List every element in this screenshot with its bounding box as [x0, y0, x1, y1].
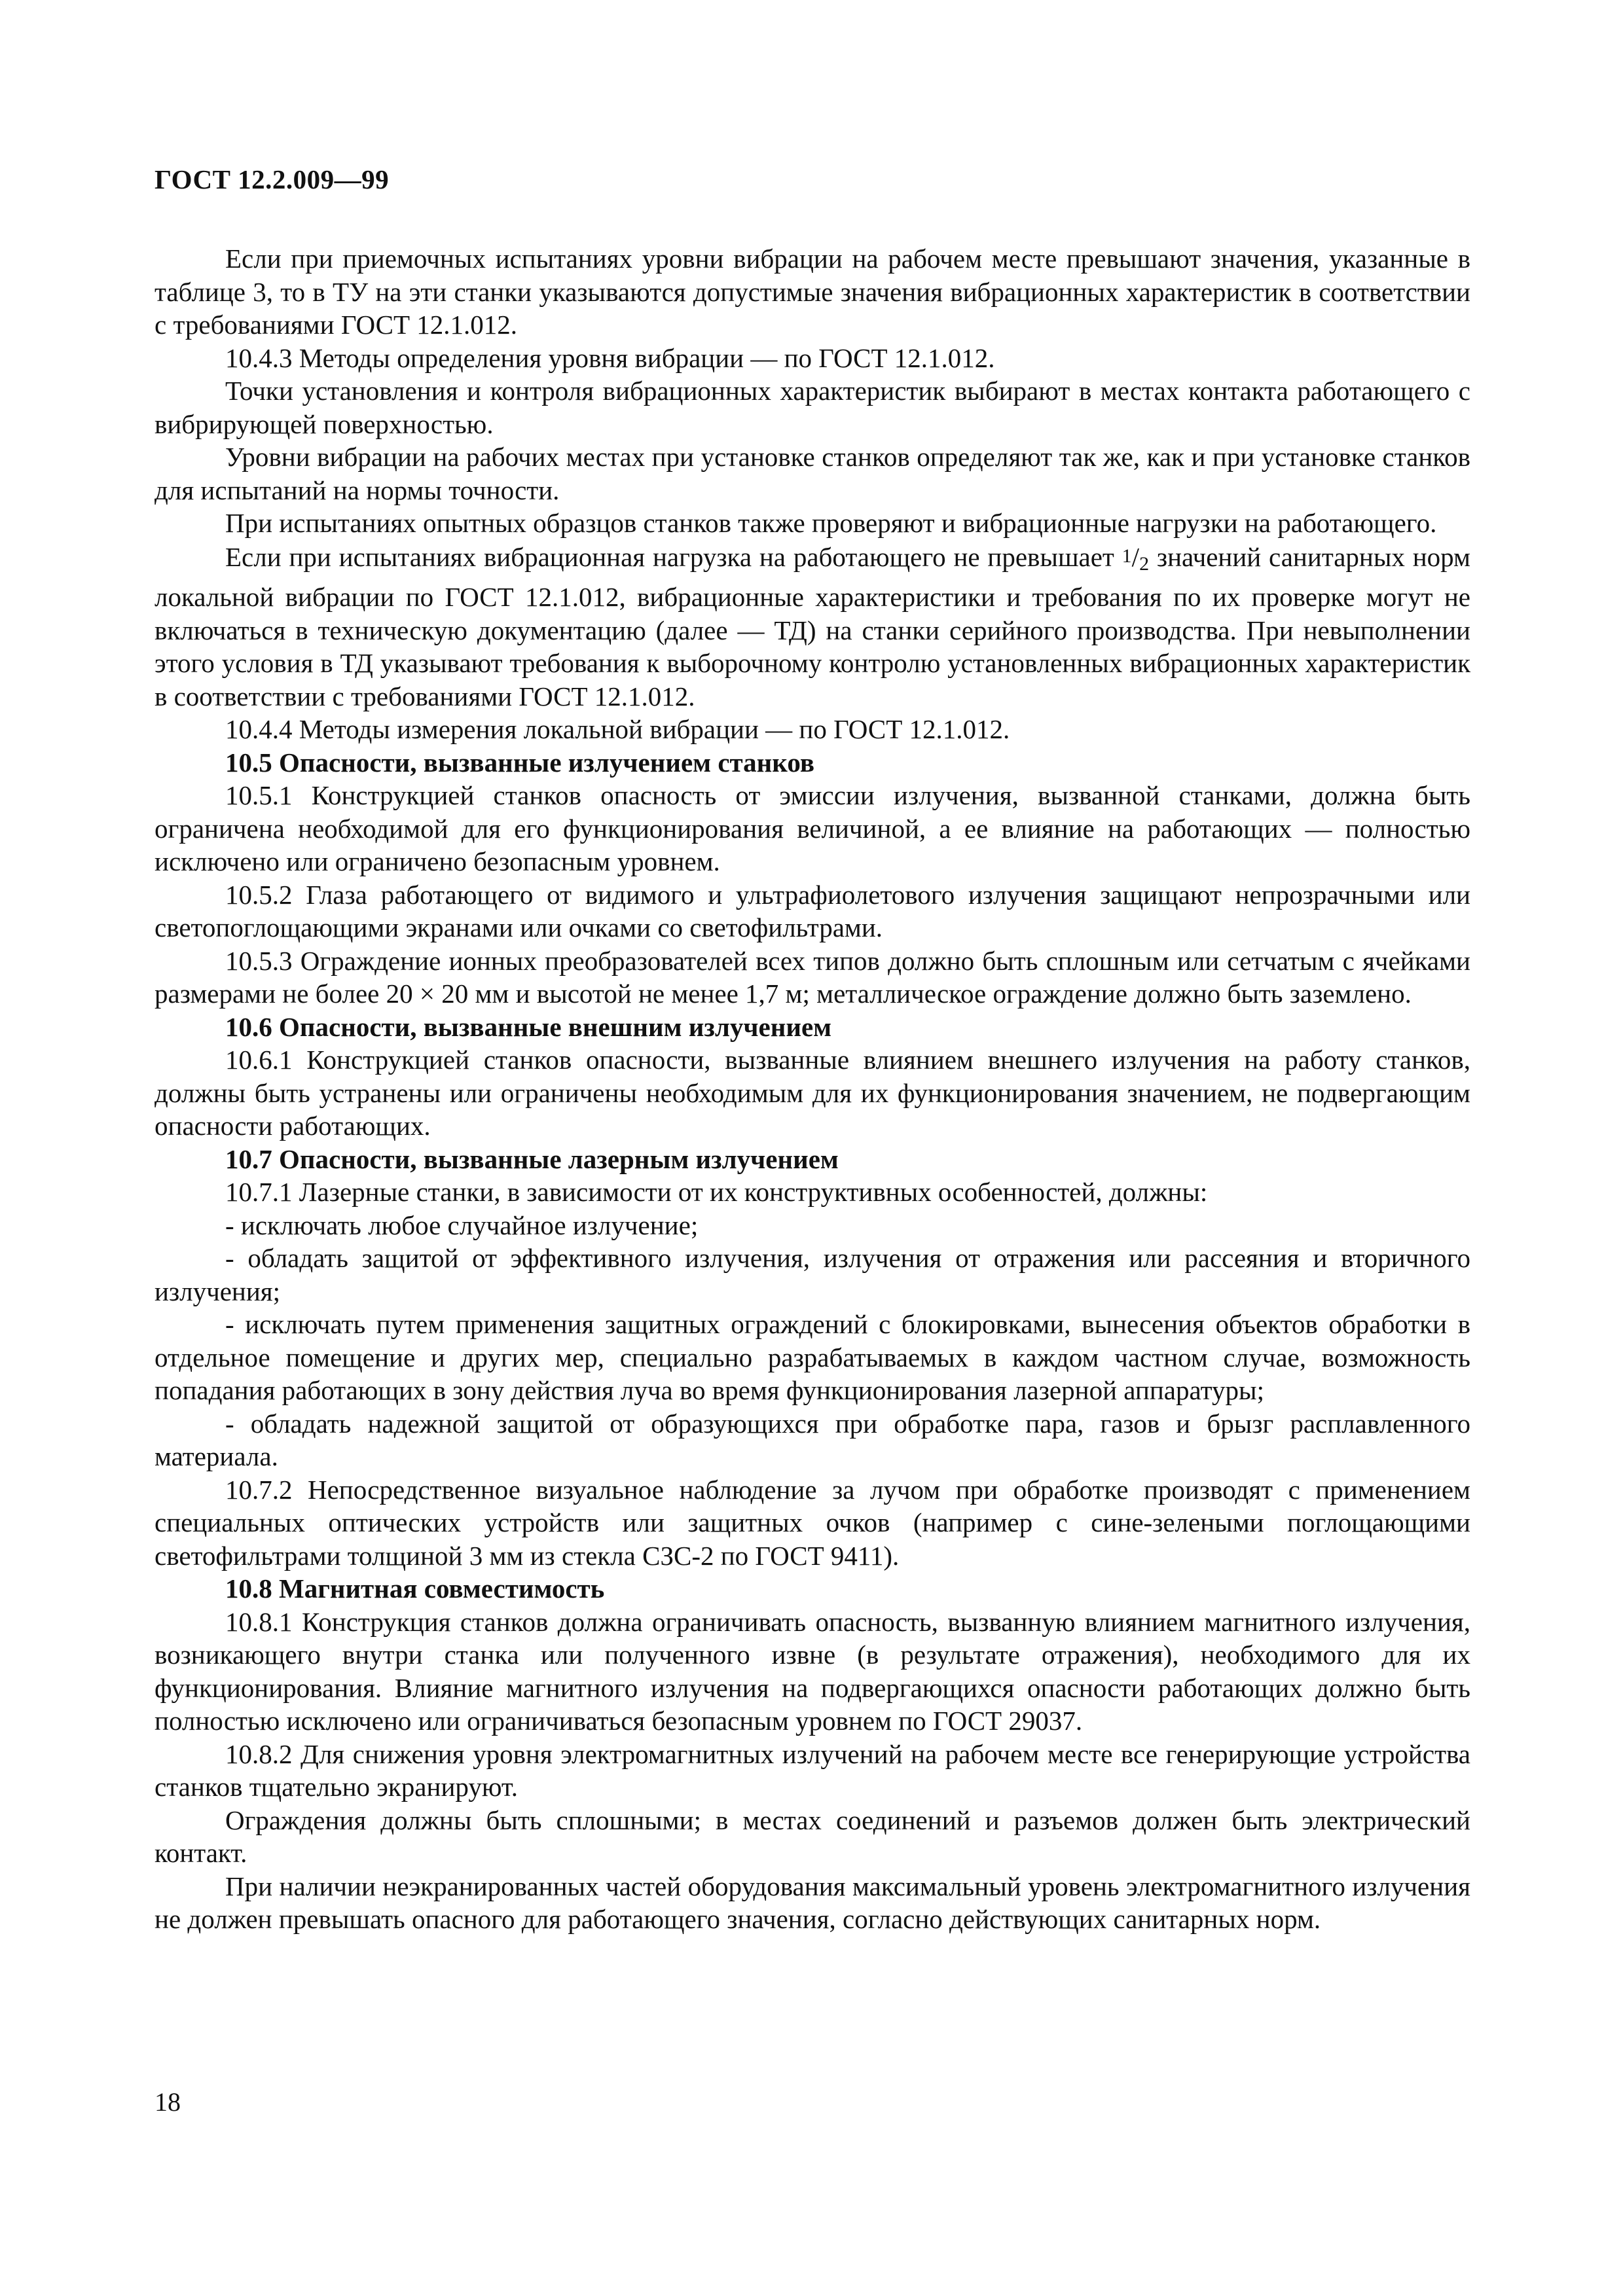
paragraph-part: Если при испытаниях вибрационная нагрузка на работающего не превышает: [225, 541, 1122, 572]
paragraph: 10.8.2 Для снижения уровня электромагнитных излучений на рабочем месте все генерирующие устройства станков тщательно экранируют.: [155, 1738, 1470, 1802]
section-heading: 10.5 Опасности, вызванные излучением станков: [225, 747, 814, 778]
paragraph: 10.7.2 Непосредственное визуальное наблюдение за лучом при обработке производят с применением специальных оптических устройств или защитных очков (например с сине-зелеными поглощающими светофильтрами толщиной 3 мм из стекла СЗС-2 по ГОСТ 9411).: [155, 1474, 1470, 1571]
paragraph: 10.4.3 Методы определения уровня вибрации — по ГОСТ 12.1.012.: [225, 342, 995, 373]
list-item: - исключать любое случайное излучение;: [225, 1210, 699, 1240]
page-number: 18: [155, 2087, 181, 2117]
list-item: - обладать защитой от эффективного излучения, излучения от отражения или рассеяния и вторичного излучения;: [155, 1243, 1470, 1306]
fraction-numerator: 1: [1122, 545, 1132, 567]
paragraph: 10.7.1 Лазерные станки, в зависимости от их конструктивных особенностей, должны:: [225, 1177, 1208, 1207]
paragraph: При наличии неэкранированных частей оборудования максимальный уровень электромагнитного излучения не должен превышать опасного для работающего значения, согласно действующих санитарных норм.: [155, 1871, 1470, 1934]
paragraph-part: значений санитарных норм локальной вибрации по ГОСТ 12.1.012, вибрационные характеристики и требования по их проверке могут не включаться в техническую документацию (далее — ТД) на станки серийного производства. При невыполнении этого условия в ТД указывают требования к выборочному контролю установленных вибрационных характеристик в соответствии с требованиями ГОСТ 12.1.012.: [155, 541, 1471, 711]
paragraph: Если при приемочных испытаниях уровни вибрации на рабочем месте превышают значения, указанные в таблице 3, то в ТУ на эти станки указываются допустимые значения вибрационных характеристик в соответствии с требованиями ГОСТ 12.1.012.: [155, 243, 1470, 340]
document-body: [155, 242, 1470, 1936]
list-item: - обладать надежной защитой от образующихся при обработке пара, газов и брызг расплавленного материала.: [155, 1408, 1470, 1471]
paragraph: Точки установления и контроля вибрационных характеристик выбирают в местах контакта работающего с вибрирующей поверхностью.: [155, 376, 1470, 439]
paragraph: При испытаниях опытных образцов станков также проверяют и вибрационные нагрузки на работающего.: [225, 508, 1437, 538]
paragraph: 10.8.1 Конструкция станков должна ограничивать опасность, вызванную влиянием магнитного излучения, возникающего внутри станка или полученного извне (в результате отражения), необходимого для их функционирования. Влияние магнитного излучения на подвергающихся опасности работающих должно быть полностью исключено или ограничиваться безопасным уровнем по ГОСТ 29037.: [155, 1606, 1470, 1736]
paragraph: Ограждения должны быть сплошными; в местах соединений и разъемов должен быть электрический контакт.: [155, 1804, 1470, 1868]
section-heading: 10.7 Опасности, вызванные лазерным излучением: [225, 1143, 839, 1174]
list-item: - исключать путем применения защитных ограждений с блокировками, вынесения объектов обработки в отдельное помещение и других мер, специально разрабатываемых в каждом частном случае, возможность попадания работающих в зону действия луча во время функционирования лазерной аппаратуры;: [155, 1309, 1470, 1405]
paragraph: 10.5.1 Конструкцией станков опасность от эмиссии излучения, вызванной станками, должна быть ограничена необходимой для его функционирования величиной, а ее влияние на работающих — полностью исключено или ограничено безопасным уровнем.: [155, 780, 1470, 876]
paragraph: 10.5.2 Глаза работающего от видимого и ультрафиолетового излучения защищают непрозрачными или светопоглощающими экранами или очками со светофильтрами.: [155, 879, 1470, 942]
paragraph: 10.4.4 Методы измерения локальной вибрации — по ГОСТ 12.1.012.: [225, 714, 1010, 744]
paragraph: 10.5.3 Ограждение ионных преобразователей всех типов должно быть сплошным или сетчатым с ячейками размерами не более 20 × 20 мм и высотой не менее 1,7 м; металлическое ограждение должно быть заземлено.: [155, 945, 1470, 1009]
paragraph: Уровни вибрации на рабочих местах при установке станков определяют так же, как и при установке станков для испытаний на нормы точности.: [155, 442, 1470, 505]
document-header: ГОСТ 12.2.009—99: [155, 164, 390, 194]
section-heading: 10.8 Магнитная совместимость: [225, 1573, 605, 1604]
paragraph: 10.6.1 Конструкцией станков опасности, вызванные влиянием внешнего излучения на работу станков, должны быть устранены или ограничены необходимым для их функционирования значением, не подвергающим опасности работающих.: [155, 1045, 1470, 1141]
paragraph: Если при испытаниях вибрационная нагрузка на работающего не превышает 1/2 значений санитарных норм локальной вибрации по ГОСТ 12.1.012, вибрационные характеристики и требования по их проверке могут не включаться в техническую документацию (далее — ТД) на станки серийного производства. При невыполнении этого условия в ТД указывают требования к выборочному контролю установленных вибрационных характеристик в соответствии с требованиями ГОСТ 12.1.012.: [155, 541, 1471, 711]
fraction-denominator: 2: [1139, 552, 1150, 575]
section-heading: 10.6 Опасности, вызванные внешним излучением: [225, 1011, 832, 1042]
